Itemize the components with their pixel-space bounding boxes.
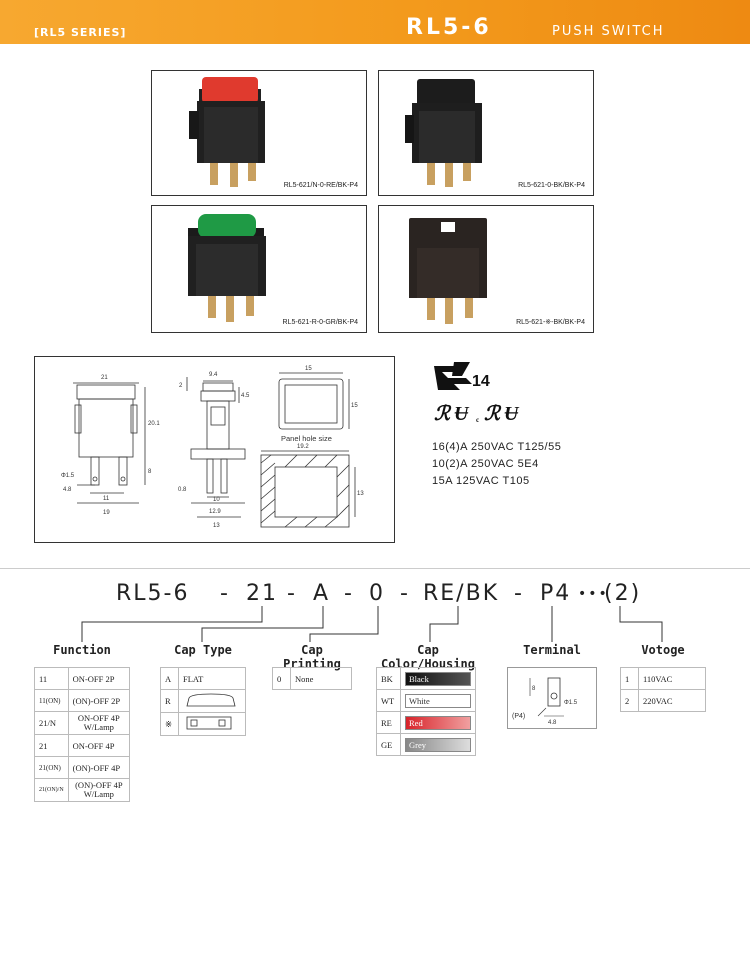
- dim-19: 19: [103, 510, 110, 516]
- product-photo-1: [151, 70, 367, 196]
- dim-4-5: 4.5: [241, 393, 250, 399]
- color-swatch-grey: Grey: [405, 738, 471, 752]
- dim-13: 13: [213, 523, 220, 529]
- table-row: [161, 668, 246, 690]
- function-desc: ON-OFF 4P: [68, 735, 129, 757]
- terminal-label: (P4): [512, 713, 526, 720]
- table-row: [377, 668, 476, 690]
- dim-phi-1-5: Φ1.5: [61, 473, 75, 479]
- front-view: [73, 383, 145, 503]
- table-row: [621, 668, 706, 690]
- table-row: [35, 757, 130, 779]
- model-title: RL5-6: [406, 15, 492, 40]
- product-photo-4: [378, 205, 594, 333]
- dim-2: 2: [179, 383, 183, 389]
- color-code: RE: [377, 712, 401, 734]
- dim-10: 10: [213, 497, 220, 503]
- terminal-title: Terminal: [523, 643, 581, 657]
- code-dash-4: -: [400, 581, 410, 606]
- rating-3: 15A 125VAC T105: [432, 475, 530, 487]
- voltage-table: [620, 667, 706, 712]
- code-color: RE/BK: [423, 581, 500, 606]
- table-row: [377, 712, 476, 734]
- cap-type-table: [160, 667, 246, 736]
- cap-printing-desc: None: [291, 668, 352, 690]
- cap-color-title: Cap Color/Housing: [381, 643, 475, 671]
- ul-mark-u: Ʉ: [454, 403, 469, 425]
- photo-caption: RL5-621-※-BK/BK-P4: [516, 319, 585, 326]
- rating-2: 10(2)A 250VAC 5E4: [432, 458, 539, 470]
- dim-11: 11: [103, 496, 110, 502]
- switch-black-image: [379, 71, 595, 197]
- side-view: [187, 377, 245, 517]
- terminal-dim-phi: Φ1.5: [564, 700, 578, 706]
- table-row: [621, 690, 706, 712]
- cap-printing-table: [272, 667, 352, 690]
- technical-drawing: [34, 356, 395, 543]
- voltage-code: 2: [621, 690, 639, 712]
- function-title: Function: [53, 643, 111, 657]
- cul-c: c: [476, 416, 480, 424]
- code-dash-1: -: [220, 581, 230, 606]
- cap-type-code: R: [161, 690, 179, 713]
- enec-logo: [434, 362, 490, 390]
- ul-logos: [434, 403, 520, 425]
- code-dash-3: -: [344, 581, 354, 606]
- code-series: RL5-6: [116, 581, 190, 606]
- cul-mark: ℛ: [484, 403, 500, 425]
- color-swatch-red: Red: [405, 716, 471, 730]
- function-code: 21(ON)/N: [35, 779, 69, 802]
- terminal-dim-8: 8: [532, 686, 536, 692]
- switch-green-image: [152, 206, 368, 334]
- dim-0-8: 0.8: [178, 487, 187, 493]
- photo-caption: RL5-621-R-0-GR/BK-P4: [282, 319, 358, 326]
- dim-13-panel: 13: [357, 491, 364, 497]
- section-divider: [0, 568, 750, 569]
- switch-brown-image: [379, 206, 595, 334]
- panel-cutout: [261, 451, 355, 527]
- dim-19-2: 19.2: [297, 444, 309, 450]
- switch-red-image: [152, 71, 368, 197]
- terminal-box: [507, 667, 597, 729]
- code-voltage: (2): [604, 581, 642, 606]
- table-row: [35, 779, 130, 802]
- table-row: [35, 690, 130, 712]
- product-photo-3: [151, 205, 367, 333]
- color-code: GE: [377, 734, 401, 756]
- function-desc: (ON)-OFF 4P: [68, 757, 129, 779]
- table-row: [35, 735, 130, 757]
- cap-type-marked: [179, 713, 246, 736]
- code-terminal: P4: [540, 581, 572, 606]
- function-code: 21: [35, 735, 69, 757]
- photo-caption: RL5-621/N-0-RE/BK-P4: [283, 182, 358, 189]
- dim-9-4: 9.4: [209, 372, 218, 378]
- enec-number: 14: [472, 373, 490, 390]
- dim-8: 8: [148, 469, 152, 475]
- cul-mark-u: Ʉ: [504, 403, 519, 425]
- dim-12-9: 12.9: [209, 509, 221, 515]
- table-row: [35, 712, 130, 735]
- rounded-cap-icon: [183, 692, 239, 708]
- dim-21: 21: [101, 375, 108, 381]
- certification-area: [432, 360, 732, 510]
- code-dash-5: -: [514, 581, 524, 606]
- rating-1: 16(4)A 250VAC T125/55: [432, 441, 562, 453]
- function-code: 11: [35, 668, 69, 690]
- top-view: [279, 373, 349, 429]
- cap-type-rounded: [179, 690, 246, 713]
- dim-20-1: 20.1: [148, 421, 160, 427]
- voltage-desc: 220VAC: [639, 690, 706, 712]
- code-dots: •••: [578, 586, 609, 602]
- cap-printing-title: Cap Printing: [283, 643, 341, 671]
- voltage-desc: 110VAC: [639, 668, 706, 690]
- series-label: [RL5 SERIES]: [34, 26, 127, 39]
- color-code: WT: [377, 690, 401, 712]
- cap-color-table: [376, 667, 476, 756]
- terminal-drawing: [508, 668, 596, 728]
- certification-marks: [432, 360, 732, 440]
- function-code: 11(ON): [35, 690, 69, 712]
- dim-15-top: 15: [305, 366, 312, 372]
- ul-mark: ℛ: [434, 403, 450, 425]
- panel-hole-label: Panel hole size: [281, 434, 332, 443]
- color-code: BK: [377, 668, 401, 690]
- table-row: [377, 734, 476, 756]
- table-row: [35, 668, 130, 690]
- dim-15-side: 15: [351, 403, 358, 409]
- color-swatch-white: White: [405, 694, 471, 708]
- function-code: 21/N: [35, 712, 69, 735]
- marked-cap-icon: [183, 715, 239, 731]
- table-row: [273, 668, 352, 690]
- cap-printing-code: 0: [273, 668, 291, 690]
- table-row: [161, 690, 246, 713]
- function-code: 21(ON): [35, 757, 69, 779]
- cap-type-code: ※: [161, 713, 179, 736]
- cap-type-title: Cap Type: [174, 643, 232, 657]
- code-function: 21: [246, 581, 278, 606]
- cap-type-code: A: [161, 668, 179, 690]
- product-photo-2: [378, 70, 594, 196]
- code-dash-2: -: [287, 581, 297, 606]
- table-row: [161, 713, 246, 736]
- table-row: [377, 690, 476, 712]
- function-desc: ON-OFF 2P: [68, 668, 129, 690]
- code-printing: 0: [369, 581, 385, 606]
- function-table: [34, 667, 130, 802]
- function-desc: ON-OFF 4P W/Lamp: [68, 712, 129, 735]
- voltage-code: 1: [621, 668, 639, 690]
- function-desc: (ON)-OFF 2P: [68, 690, 129, 712]
- cap-type-desc: FLAT: [179, 668, 246, 690]
- voltage-title: Votoge: [641, 643, 685, 657]
- color-swatch-black: Black: [405, 672, 471, 686]
- photo-caption: RL5-621-0-BK/BK-P4: [518, 182, 585, 189]
- dim-4-8: 4.8: [63, 487, 72, 493]
- terminal-dim-4-8: 4.8: [548, 720, 557, 726]
- product-type: PUSH SWITCH: [552, 24, 665, 39]
- function-desc: (ON)-OFF 4P W/Lamp: [68, 779, 129, 802]
- code-cap-type: A: [313, 581, 331, 606]
